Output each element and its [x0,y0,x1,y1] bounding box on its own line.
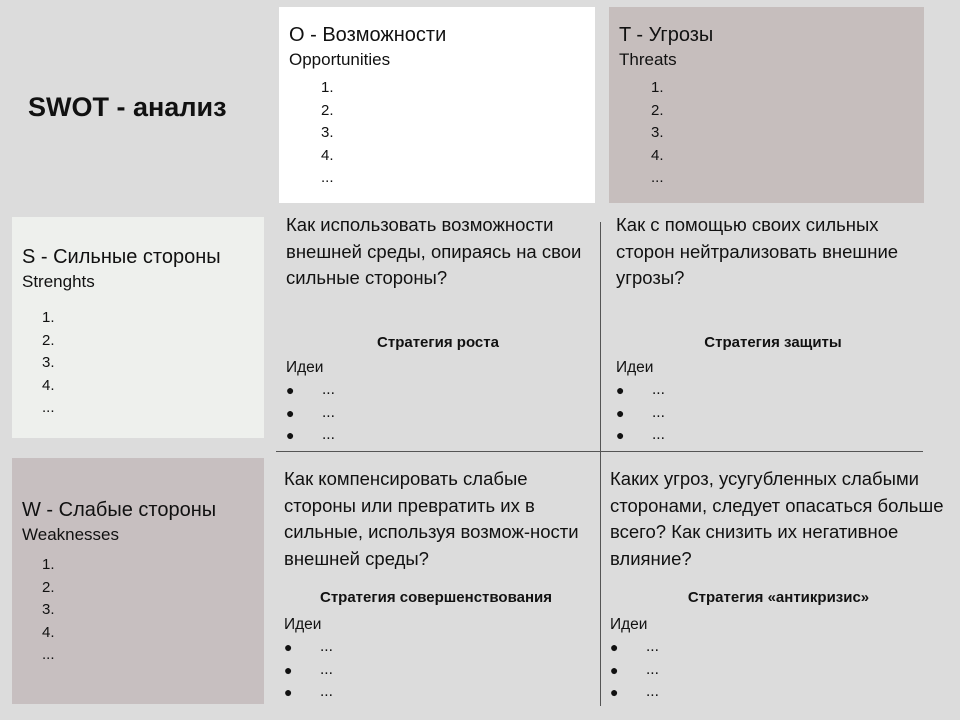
bullet-icon: ● [610,661,619,678]
wt-strategy: Стратегия «антикризис» [687,589,870,606]
list-item: ... [42,646,55,663]
so-ideas [286,357,586,447]
bullet-icon: ● [286,382,295,398]
list-item: 3. [42,354,55,371]
bullet-icon: ● [616,382,625,398]
list-item: ● ... [286,402,586,425]
list-item: 1. [651,79,664,96]
bullet-icon: ● [284,661,293,678]
wo-question: Как компенсировать слабые стороны или превратить их в сильные, используя возмож-ности внешней среды? [284,468,579,569]
threats-list [619,77,914,190]
list-item: ● ... [284,659,584,682]
weaknesses-box [12,458,264,704]
strengths-subtitle: Strenghts [22,272,95,291]
bullet-icon: ● [610,684,619,700]
threats-box [609,7,924,203]
list-item: 3. [321,124,334,141]
list-item: ... [321,169,334,186]
st-strategy: Стратегия защиты [704,334,842,351]
list-item: 4. [42,623,55,641]
page-title: SWOT - анализ [28,92,227,122]
bullet-icon: ● [284,639,293,655]
threats-subtitle: Threats [619,50,677,69]
ideas-label: Идеи [286,359,324,376]
st-question: Как с помощью своих сильных сторон нейтрализовать внешние угрозы? [616,214,899,288]
wt-question: Каких угроз, усугубленных слабыми сторонами, следует опасаться больше всего? Как снизить их негативное влияние? [610,468,944,569]
weaknesses-subtitle: Weaknesses [22,525,120,544]
bullet-icon: ● [616,404,625,421]
list-item: ● ... [616,402,916,425]
bullet-icon: ● [286,427,295,443]
bullet-icon: ● [616,427,625,443]
list-item: 2. [42,331,55,349]
list-item: ... [651,169,664,186]
list-item: ● ... [616,379,916,402]
weaknesses-list [22,554,254,667]
ideas-label: Идеи [616,359,654,376]
wo-ideas [284,614,584,704]
list-item: ● ... [610,659,910,682]
list-item: 1. [42,309,55,326]
list-item: ● ... [284,681,584,704]
bullet-icon: ● [286,404,295,421]
list-item: ● ... [286,424,586,447]
weaknesses-heading: W - Слабые стороны [22,499,217,521]
list-item: 4. [42,376,55,394]
list-item: ● ... [610,681,910,704]
opportunities-list [289,77,585,190]
bullet-icon: ● [284,684,293,700]
ideas-label: Идеи [610,616,648,633]
wo-strategy: Стратегия совершенствования [320,589,552,606]
strengths-box [12,217,264,438]
bullet-icon: ● [610,639,619,655]
wt-ideas [610,614,910,704]
opportunities-heading: O - Возможности [289,24,447,46]
strengths-list [22,307,254,420]
so-strategy: Стратегия роста [377,334,499,351]
list-item: 1. [42,556,55,573]
list-item: ● ... [286,379,586,402]
so-question: Как использовать возможности внешней среды, опираясь на свои сильные стороны? [286,214,582,288]
list-item: ● ... [284,636,584,659]
list-item: 4. [651,146,664,164]
list-item: 2. [651,101,664,119]
horizontal-divider [276,451,923,452]
list-item: ● ... [616,424,916,447]
list-item: 2. [321,101,334,119]
threats-heading: T - Угрозы [619,24,714,46]
opportunities-box [279,7,595,203]
st-ideas [616,357,916,447]
list-item: ● ... [610,636,910,659]
list-item: 3. [42,601,55,618]
list-item: 1. [321,79,334,96]
vertical-divider [600,222,601,706]
list-item: ... [42,399,55,416]
list-item: 4. [321,146,334,164]
strengths-heading: S - Сильные стороны [22,246,221,268]
ideas-label: Идеи [284,616,322,633]
opportunities-subtitle: Opportunities [289,50,391,69]
list-item: 3. [651,124,664,141]
list-item: 2. [42,578,55,596]
